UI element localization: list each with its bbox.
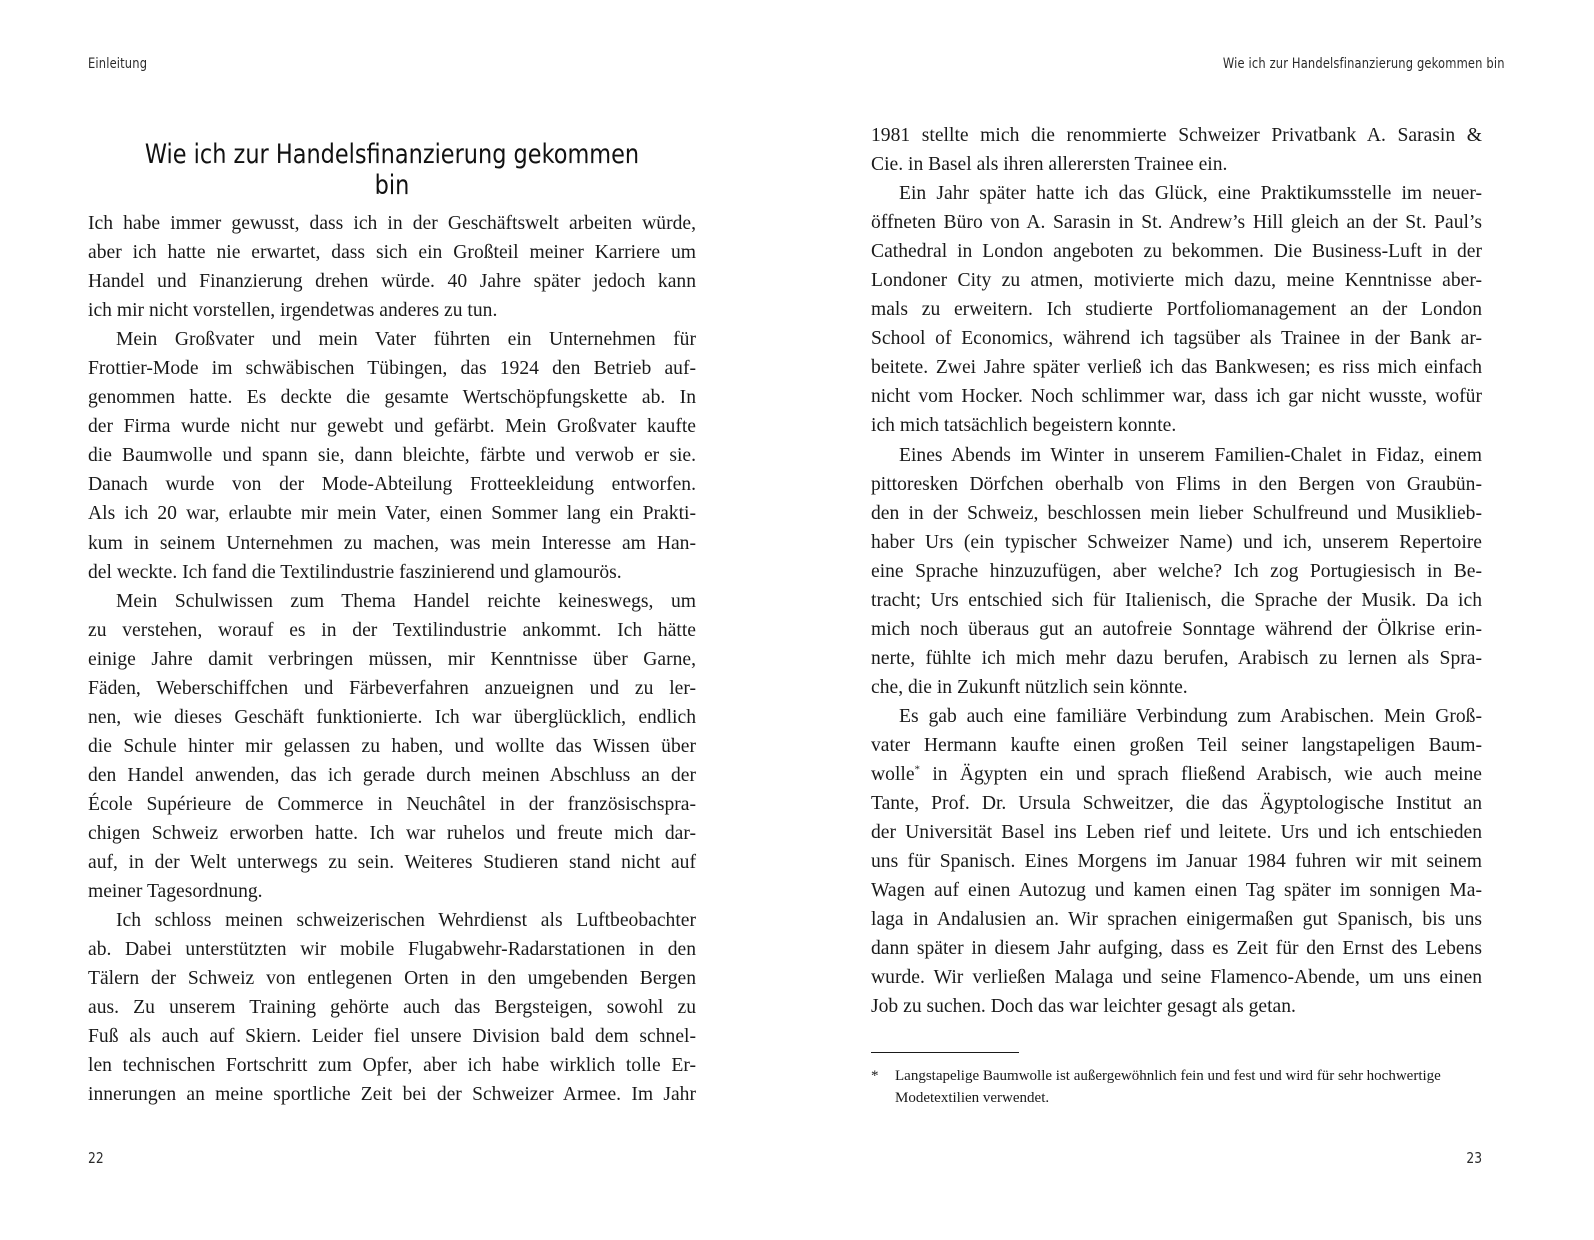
right-page-body xyxy=(871,121,1482,1021)
text-line: École Supérieure de Commerce in Neuchâtel in der französischspra- xyxy=(88,793,696,815)
text-line: innerungen an meine sportliche Zeit bei der Schweizer Armee. Im Jahr xyxy=(88,1084,696,1106)
page-number-right: 23 xyxy=(1466,1149,1482,1167)
text-line: uns für Spanisch. Eines Morgens im Januar 1984 fuhren wir mit seinem xyxy=(871,851,1482,873)
text-line: len technischen Fortschritt zum Opfer, aber ich habe wirklich tolle Er- xyxy=(88,1055,696,1077)
text-line: beitete. Zwei Jahre später verließ ich das Bankwesen; es riss mich einfach xyxy=(871,357,1482,379)
text-line: Fuß als auch auf Skiern. Leider fiel unsere Division bald dem schnel- xyxy=(88,1026,696,1048)
text-line: Frottier-Mode im schwäbischen Tübingen, das 1924 den Betrieb auf- xyxy=(88,358,696,380)
text-line: Londoner City zu atmen, motivierte mich dazu, meine Kenntnisse aber- xyxy=(871,270,1482,292)
text-line: Als ich 20 war, erlaubte mir mein Vater, einen Sommer lang ein Prakti- xyxy=(88,503,696,525)
running-head-left: Einleitung xyxy=(88,56,148,72)
text-line: nicht vom Hocker. Noch schlimmer war, dass ich gar nicht wusste, wofür xyxy=(871,386,1482,408)
text-line: Tante, Prof. Dr. Ursula Schweitzer, die das Ägyptologische Institut an xyxy=(871,793,1482,815)
page-number-left: 22 xyxy=(88,1149,104,1167)
text-line: chigen Schweiz erworben hatte. Ich war ruhelos und freute mich dar- xyxy=(88,822,696,844)
footnote-star: * xyxy=(871,1068,879,1084)
text-line: ab. Dabei unterstützten wir mobile Flugabwehr-Radarstationen in den xyxy=(88,939,696,961)
text-line: Ich schloss meinen schweizerischen Wehrdienst als Luftbeobachter xyxy=(116,910,696,932)
text-line: Ich habe immer gewusst, dass ich in der Geschäftswelt arbeiten würde, xyxy=(88,213,696,234)
text-line: nen, wie dieses Geschäft funktionierte. Ich war überglücklich, endlich xyxy=(88,706,696,728)
text-line: öffneten Büro von A. Sarasin in St. Andrew’s Hill gleich an der St. Paul’s xyxy=(871,212,1482,234)
text-line: Wagen auf einen Autozug und kamen einen Tag später im sonnigen Ma- xyxy=(871,880,1482,902)
text-line: aber ich hatte nie erwartet, dass sich ein Großteil meiner Karriere um xyxy=(88,242,696,264)
text-fragment: wolle xyxy=(871,764,915,786)
text-line: Handel und Finanzierung drehen würde. 40 Jahre später jedoch kann xyxy=(88,271,696,293)
text-line: School of Economics, während ich tagsüber als Trainee in der Bank ar- xyxy=(871,328,1482,350)
text-line xyxy=(871,760,1482,789)
footnote-line: Langstapelige Baumwolle ist außergewöhnlich fein und fest und wird für sehr hochwertige xyxy=(895,1068,1441,1084)
text-line: einige Jahre damit verbringen müssen, mir Kenntnisse über Garne, xyxy=(88,648,696,670)
footnote-rule xyxy=(871,1052,1019,1053)
text-line: mals zu erweitern. Ich studierte Portfoliomanagement an der London xyxy=(871,299,1482,321)
text-line: che, die in Zukunft nützlich sein könnte. xyxy=(871,676,1188,698)
text-line: pittoresken Dörfchen oberhalb von Flims in den Bergen von Graubün- xyxy=(871,473,1482,495)
text-line: meiner Tagesordnung. xyxy=(88,881,263,903)
text-line: Cathedral in London angeboten zu bekommen. Die Business-Luft in der xyxy=(871,241,1482,263)
text-line: Ein Jahr später hatte ich das Glück, eine Praktikumsstelle im neuer- xyxy=(899,183,1482,205)
text-line: 1981 stellte mich die renommierte Schweizer Privatbank A. Sarasin & xyxy=(871,125,1482,146)
text-fragment: in Ägypten ein und sprach fließend Arabisch, wie auch meine xyxy=(932,764,1482,786)
text-line: eine Sprache hinzuzufügen, aber welche? Ich zog Portugiesisch in Be- xyxy=(871,560,1482,582)
text-line: auf, in der Welt unterwegs zu sein. Weiteres Studieren stand nicht auf xyxy=(88,852,696,874)
text-line: wurde. Wir verließen Malaga und seine Flamenco-Abende, um uns einen xyxy=(871,967,1482,989)
text-line: dann später in diesem Jahr aufging, dass es Zeit für den Ernst des Lebens xyxy=(871,938,1482,960)
text-line: die Schule hinter mir gelassen zu haben, und wollte das Wissen über xyxy=(88,735,696,757)
text-line: del weckte. Ich fand die Textilindustrie faszinierend und glamourös. xyxy=(88,561,622,583)
text-line: laga in Andalusien an. Wir sprachen einigermaßen gut Spanisch, bis uns xyxy=(871,909,1482,931)
text-line: Cie. in Basel als ihren allerersten Trainee ein. xyxy=(871,154,1228,176)
text-line: Eines Abends im Winter in unserem Familien-Chalet in Fidaz, einem xyxy=(899,444,1482,466)
text-line: ich mich tatsächlich begeistern konnte. xyxy=(871,415,1177,437)
left-page-body xyxy=(88,209,696,1109)
text-line: Tälern der Schweiz von entlegenen Orten in den umgebenden Bergen xyxy=(88,968,696,990)
footnote-marker: * xyxy=(914,763,921,776)
text-line: Fäden, Weberschiffchen und Färbeverfahren anzueignen und zu ler- xyxy=(88,677,696,699)
text-line: genommen hatte. Es deckte die gesamte Wertschöpfungskette ab. In xyxy=(88,387,696,409)
text-line: tracht; Urs entschied sich für Italienisch, die Sprache der Musik. Da ich xyxy=(871,589,1482,611)
text-line: mich noch überaus gut an autofreie Sonntage während der Ölkrise erin- xyxy=(871,618,1482,640)
text-line: ich mir nicht vorstellen, irgendetwas anderes zu tun. xyxy=(88,300,498,322)
text-line: Danach wurde von der Mode-Abteilung Frotteekleidung entworfen. xyxy=(88,474,696,496)
text-line: vater Hermann kaufte einen großen Teil seiner langstapeligen Baum- xyxy=(871,734,1482,756)
text-line: Mein Großvater und mein Vater führten ein Unternehmen für xyxy=(116,329,696,351)
text-line: Mein Schulwissen zum Thema Handel reichte keineswegs, um xyxy=(116,590,696,612)
text-line: aus. Zu unserem Training gehörte auch das Bergsteigen, sowohl zu xyxy=(88,997,696,1019)
text-line: der Universität Basel ins Leben rief und leitete. Urs und ich entschieden xyxy=(871,822,1482,844)
footnote xyxy=(871,1065,1482,1109)
text-line: der Firma wurde nicht nur gewebt und gefärbt. Mein Großvater kaufte xyxy=(88,416,696,438)
text-line: Job zu suchen. Doch das war leichter gesagt als getan. xyxy=(871,996,1296,1018)
text-line: die Baumwolle und spann sie, dann bleichte, färbte und verwob er sie. xyxy=(88,445,696,467)
text-line: kum in seinem Unternehmen zu machen, was mein Interesse am Han- xyxy=(88,532,696,554)
footnote-text xyxy=(895,1065,1482,1109)
text-line: nerte, fühlte ich mich mehr dazu berufen, Arabisch zu lernen als Spra- xyxy=(871,647,1482,669)
footnote-line: Modetextilien verwendet. xyxy=(895,1090,1050,1106)
text-line: den Handel anwenden, das ich gerade durch meinen Abschluss an der xyxy=(88,764,696,786)
running-head-right: Wie ich zur Handelsfinanzierung gekommen bin xyxy=(1223,56,1505,72)
chapter-title: Wie ich zur Handelsfinanzierung gekommen bin xyxy=(144,139,640,201)
text-line: zu verstehen, worauf es in der Textilindustrie ankommt. Ich hätte xyxy=(88,619,696,641)
text-line: Es gab auch eine familiäre Verbindung zum Arabischen. Mein Groß- xyxy=(899,705,1482,727)
text-line: haber Urs (ein typischer Schweizer Name) und ich, unserem Repertoire xyxy=(871,531,1482,553)
text-line: den in der Schweiz, beschlossen mein lieber Schulfreund und Musiklieb- xyxy=(871,502,1482,524)
